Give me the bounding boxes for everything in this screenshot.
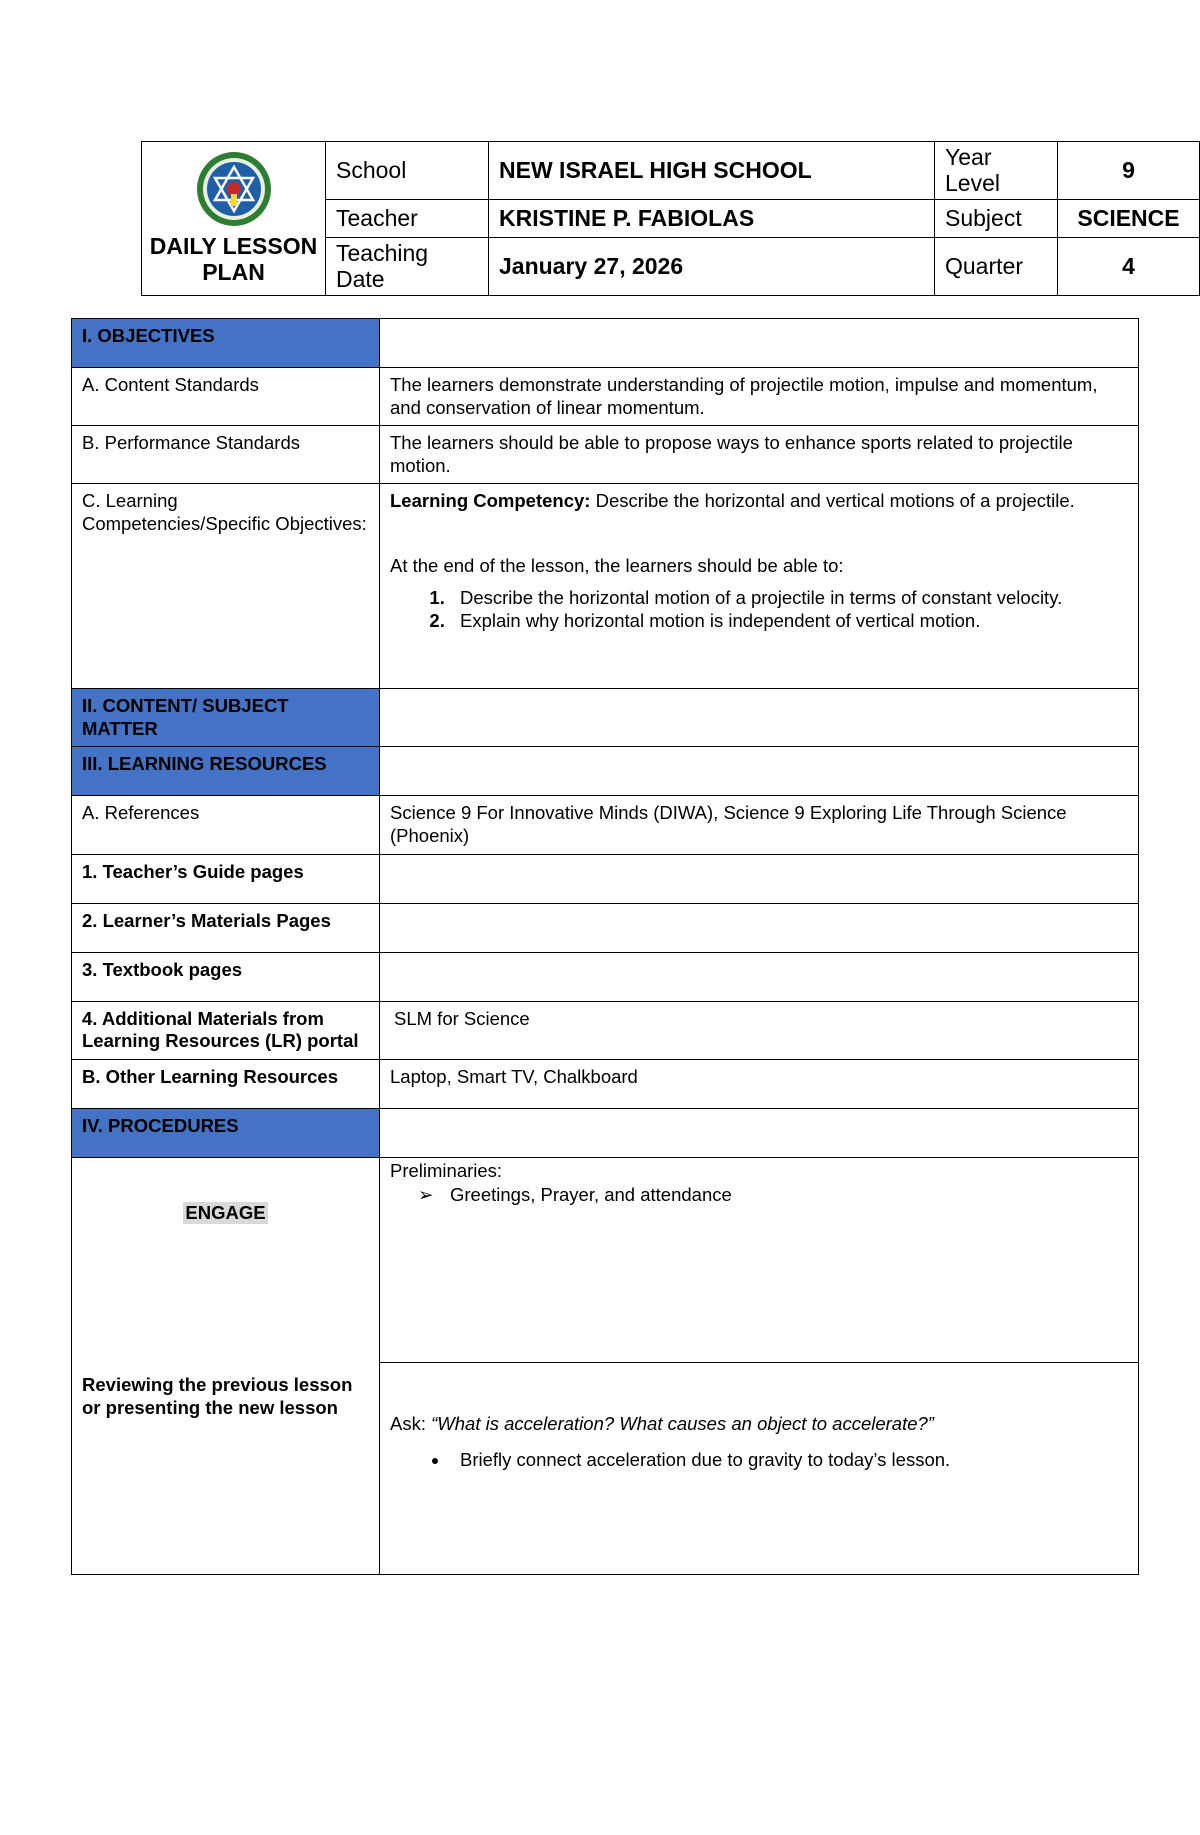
lesson-plan-table: [71, 318, 1139, 1575]
year-label: Year Level: [935, 142, 1058, 200]
references-text: Science 9 For Innovative Minds (DIWA), Science 9 Exploring Life Through Science (Phoenix): [380, 796, 1139, 854]
list-item: ➢ Greetings, Prayer, and attendance: [428, 1184, 1128, 1207]
procedures-heading: IV. PROCEDURES: [72, 1108, 380, 1157]
review-list: [390, 1449, 1128, 1472]
review-label: Reviewing the previous lesson or presenting the new lesson: [82, 1374, 353, 1418]
competency-text: Describe the horizontal and vertical motions of a projectile.: [590, 490, 1075, 512]
teachers-guide-blank: [380, 854, 1139, 903]
procedures-heading-blank: [380, 1108, 1139, 1157]
content-heading-blank: [380, 689, 1139, 747]
additional-materials-label: 4. Additional Materials from Learning Resources (LR) portal: [72, 1001, 380, 1059]
date-value: January 27, 2026: [489, 237, 935, 295]
content-standards-label: A. Content Standards: [72, 368, 380, 426]
school-label: School: [326, 142, 489, 200]
textbook-blank: [380, 952, 1139, 1001]
table-row: [72, 903, 1139, 952]
preliminaries-list: [390, 1184, 1128, 1207]
school-value: NEW ISRAEL HIGH SCHOOL: [489, 142, 935, 200]
performance-standards-text: The learners should be able to propose ways to enhance sports related to projectile motion.: [380, 426, 1139, 484]
subject-value: SCIENCE: [1058, 199, 1200, 237]
teacher-value: KRISTINE P. FABIOLAS: [489, 199, 935, 237]
table-row: [72, 796, 1139, 854]
resources-heading-blank: [380, 747, 1139, 796]
references-label: A. References: [72, 796, 380, 854]
additional-materials-text: SLM for Science: [380, 1001, 1139, 1059]
table-row: [72, 484, 1139, 689]
learners-materials-label: 2. Learner’s Materials Pages: [72, 903, 380, 952]
other-resources-text: Laptop, Smart TV, Chalkboard: [380, 1059, 1139, 1108]
competency-lead: Learning Competency:: [390, 490, 591, 512]
performance-standards-label: B. Performance Standards: [72, 426, 380, 484]
quarter-label: Quarter: [935, 237, 1058, 295]
table-row: [72, 426, 1139, 484]
table-row: [72, 1001, 1139, 1059]
school-seal-icon: [196, 151, 272, 227]
preliminaries-label: Preliminaries:: [390, 1159, 503, 1181]
plan-title: DAILY LESSON PLAN: [149, 232, 318, 286]
list-item: 1. Describe the horizontal motion of a projectile in terms of constant velocity.: [450, 587, 1128, 610]
table-row: [72, 1108, 1139, 1157]
learners-materials-blank: [380, 903, 1139, 952]
table-row: [72, 319, 1139, 368]
teachers-guide-label: 1. Teacher’s Guide pages: [72, 854, 380, 903]
resources-heading: III. LEARNING RESOURCES: [72, 747, 380, 796]
objectives-heading-blank: [380, 319, 1139, 368]
lesson-header-table: [141, 141, 1200, 296]
table-row: [72, 689, 1139, 747]
quarter-value: 4: [1058, 237, 1200, 295]
table-row: [72, 1059, 1139, 1108]
date-label: Teaching Date: [326, 237, 489, 295]
objectives-heading: I. OBJECTIVES: [72, 319, 380, 368]
end-of-lesson-text: At the end of the lesson, the learners should be able to:: [390, 554, 844, 576]
plan-title-cell: [142, 142, 326, 296]
engage-tag: ENGAGE: [185, 1201, 266, 1223]
engage-cell: [72, 1157, 380, 1574]
content-standards-text: The learners demonstrate understanding of projectile motion, impulse and momentum, and conservation of linear momentum.: [380, 368, 1139, 426]
other-resources-label: B. Other Learning Resources: [72, 1059, 380, 1108]
list-item: 2. Explain why horizontal motion is independent of vertical motion.: [450, 610, 1128, 633]
objectives-list: [390, 587, 1128, 632]
preliminaries-cell: [380, 1157, 1139, 1362]
ask-lead: Ask:: [390, 1412, 432, 1434]
review-cell: [380, 1362, 1139, 1574]
year-value: 9: [1058, 142, 1200, 200]
textbook-label: 3. Textbook pages: [72, 952, 380, 1001]
content-heading: II. CONTENT/ SUBJECT MATTER: [72, 689, 380, 747]
table-row: [72, 854, 1139, 903]
table-row: [72, 1157, 1139, 1362]
ask-question: “What is acceleration? What causes an object to accelerate?”: [431, 1412, 934, 1434]
table-row: [72, 747, 1139, 796]
list-item: • Briefly connect acceleration due to gravity to today’s lesson.: [450, 1449, 1128, 1472]
teacher-label: Teacher: [326, 199, 489, 237]
competencies-label: C. Learning Competencies/Specific Objectives:: [72, 484, 380, 689]
table-row: [72, 368, 1139, 426]
subject-label: Subject: [935, 199, 1058, 237]
table-row: [72, 952, 1139, 1001]
competencies-cell: [380, 484, 1139, 689]
